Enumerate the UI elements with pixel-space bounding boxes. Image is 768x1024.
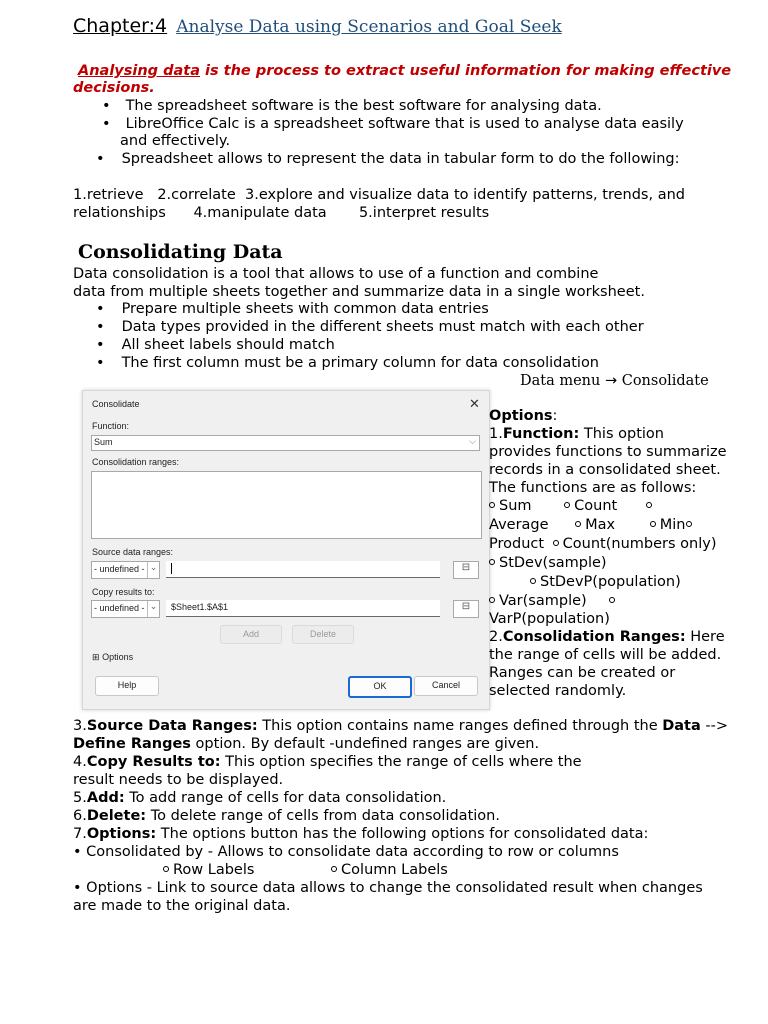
bullet-dot: • <box>96 337 105 353</box>
steps-line-2: relationships 4.manipulate data 5.interpret results <box>73 205 490 221</box>
intro-bullet-1: • The spreadsheet software is the best software for analysing data. <box>102 98 602 114</box>
detail-delete: 6.Delete: To delete range of cells from data consolidation. <box>73 808 500 824</box>
menu-path-start: Data menu <box>520 373 601 389</box>
chevron-down-icon: ⌵ <box>469 436 476 446</box>
circle-bullet-icon <box>163 866 169 872</box>
dialog-title: Consolidate <box>92 399 140 409</box>
consolidation-bullet-2: • Data types provided in the different sheets must match with each other <box>96 319 644 335</box>
consolidation-bullet-4: • The first column must be a primary column for data consolidation <box>96 355 600 371</box>
circle-bullet-icon <box>489 559 495 565</box>
option-function: 1.Function: This option <box>489 426 664 442</box>
function-list-row-6: Var(sample) <box>489 592 619 610</box>
detail-copy-results-2: result needs to be displayed. <box>73 772 284 788</box>
section-heading: Consolidating Data <box>78 241 283 263</box>
chapter-title: Analyse Data using Scenarios and Goal Seek <box>176 17 562 37</box>
copy-results-input[interactable]: $Sheet1.$A$1 <box>166 600 440 617</box>
circle-bullet-icon <box>646 502 652 508</box>
options-heading: Options: <box>489 408 558 424</box>
ok-button[interactable]: OK <box>348 676 412 698</box>
intro-definition-line2: decisions. <box>73 80 155 96</box>
option-ranges-desc-4: selected randomly. <box>489 683 627 699</box>
circle-bullet-icon <box>489 597 495 603</box>
bullet-dot: • <box>96 355 105 371</box>
intro-bullet-2-cont: and effectively. <box>120 133 231 149</box>
bullet-dot: • <box>102 98 111 114</box>
circle-bullet-icon <box>564 502 570 508</box>
bullet-dot: • <box>73 880 82 896</box>
shrink-icon: ⊟ <box>461 562 471 573</box>
source-label: Source data ranges: <box>92 547 174 557</box>
detail-source-data-ranges: 3.Source Data Ranges: This option contains name ranges defined through the Data --> <box>73 718 729 734</box>
ranges-label: Consolidation ranges: <box>92 457 180 467</box>
function-select[interactable]: Sum ⌵ <box>91 435 480 451</box>
help-button[interactable]: Help <box>95 676 159 696</box>
bullet-dot: • <box>96 301 105 317</box>
circle-bullet-icon <box>489 502 495 508</box>
circle-bullet-icon <box>686 521 692 527</box>
intro-term: Analysing data <box>78 63 200 79</box>
shrink-copy-button[interactable] <box>453 600 479 618</box>
detail-options: 7.Options: The options button has the following options for consolidated data: <box>73 826 649 842</box>
bullet-dot: • <box>73 844 82 860</box>
circle-bullet-icon <box>609 597 615 603</box>
intro-bullet-2: • LibreOffice Calc is a spreadsheet software that is used to analyse data easily <box>102 116 684 132</box>
menu-path <box>520 373 709 389</box>
function-list-row-3: Product Count(numbers only) <box>489 536 717 552</box>
expand-icon: ⊞ <box>92 652 100 662</box>
cancel-button[interactable]: Cancel <box>414 676 478 696</box>
detail-consolidated-by: • Consolidated by - Allows to consolidate data according to row or columns <box>73 844 619 860</box>
text-cursor <box>171 563 172 574</box>
consolidation-ranges-list[interactable] <box>91 471 482 539</box>
bullet-dot: • <box>96 319 105 335</box>
chevron-down-icon: ⌄ <box>147 601 159 617</box>
chapter-label: Chapter:4 <box>73 15 168 37</box>
chevron-down-icon: ⌄ <box>147 562 159 578</box>
option-function-desc-4: The functions are as follows: <box>489 480 697 496</box>
source-range-input[interactable] <box>166 561 440 578</box>
menu-path-end: Consolidate <box>621 373 709 389</box>
detail-label-options: Row Labels Column Labels <box>163 861 448 879</box>
shrink-icon: ⊟ <box>461 601 471 612</box>
detail-add: 5.Add: To add range of cells for data consolidation. <box>73 790 447 806</box>
function-list-row-2: Average Max Min <box>489 516 696 534</box>
option-ranges-desc-2: the range of cells will be added. <box>489 647 722 663</box>
consolidation-desc-2: data from multiple sheets together and summarize data in a single worksheet. <box>73 284 645 300</box>
consolidation-bullet-1: • Prepare multiple sheets with common data entries <box>96 301 489 317</box>
detail-copy-results: 4.Copy Results to: This option specifies the range of cells where the <box>73 754 582 770</box>
copy-label: Copy results to: <box>92 587 155 597</box>
arrow-right-icon: → <box>604 373 618 389</box>
chapter-heading <box>73 15 562 37</box>
detail-source-data-ranges-2: Define Ranges option. By default -undefined ranges are given. <box>73 736 540 752</box>
circle-bullet-icon <box>650 521 656 527</box>
detail-options-link: • Options - Link to source data allows to change the consolidated result when changes <box>73 880 703 896</box>
add-button[interactable]: Add <box>220 625 282 644</box>
consolidate-dialog <box>82 390 490 710</box>
function-list-row-5: StDevP(population) <box>530 573 681 591</box>
intro-rest: is the process to extract useful information for making effective <box>199 63 732 79</box>
copy-results-select[interactable]: - undefined - ⌄ <box>91 600 160 618</box>
function-label: Function: <box>92 421 130 431</box>
bullet-dot: • <box>96 151 105 167</box>
option-function-desc-3: records in a consolidated sheet. <box>489 462 721 478</box>
function-list-row-7: VarP(population) <box>489 611 610 627</box>
circle-bullet-icon <box>331 866 337 872</box>
close-icon[interactable]: ✕ <box>469 396 480 411</box>
source-range-select[interactable]: - undefined - ⌄ <box>91 561 160 579</box>
detail-options-link-2: are made to the original data. <box>73 898 291 914</box>
function-list-row-4: StDev(sample) <box>489 554 607 572</box>
option-function-desc-2: provides functions to summarize <box>489 444 727 460</box>
circle-bullet-icon <box>575 521 581 527</box>
options-expander[interactable]: ⊞ Options <box>92 652 134 662</box>
circle-bullet-icon <box>553 540 559 546</box>
function-list-row-1: Sum Count <box>489 497 656 515</box>
circle-bullet-icon <box>530 578 536 584</box>
option-consolidation-ranges: 2.Consolidation Ranges: Here <box>489 629 725 645</box>
consolidation-bullet-3: • All sheet labels should match <box>96 337 335 353</box>
option-ranges-desc-3: Ranges can be created or <box>489 665 676 681</box>
intro-bullet-3: • Spreadsheet allows to represent the data in tabular form to do the following: <box>96 151 680 167</box>
bullet-dot: • <box>102 116 111 132</box>
steps-line-1: 1.retrieve 2.correlate 3.explore and visualize data to identify patterns, trends, and <box>73 187 685 203</box>
delete-button[interactable]: Delete <box>292 625 354 644</box>
shrink-source-button[interactable] <box>453 561 479 579</box>
consolidation-desc-1: Data consolidation is a tool that allows to use of a function and combine <box>73 266 599 282</box>
intro-definition <box>78 62 758 80</box>
